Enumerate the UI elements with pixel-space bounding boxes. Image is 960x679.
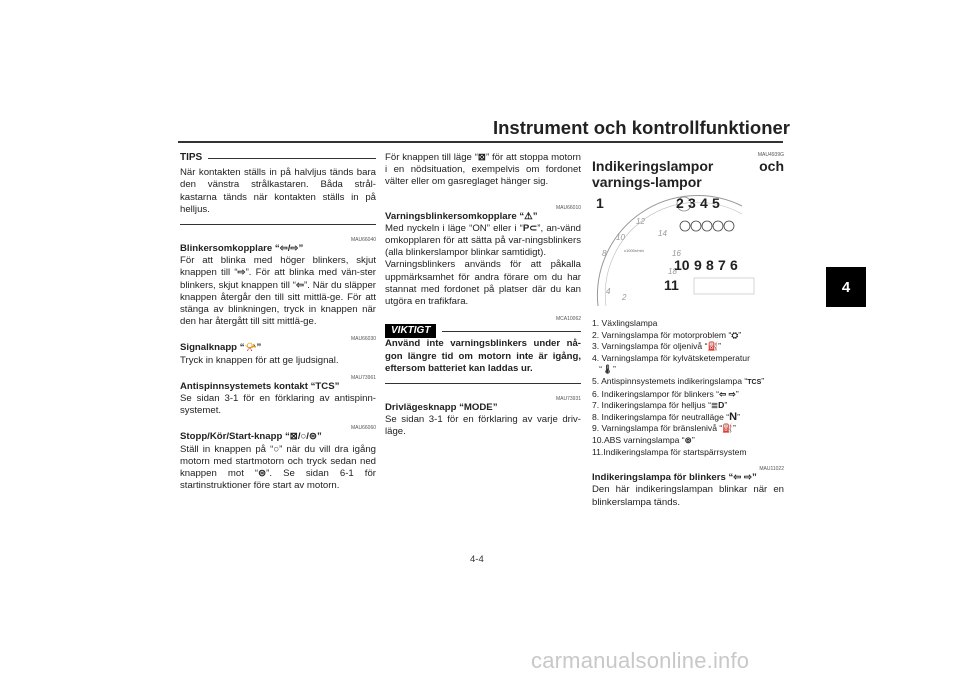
blinker-indicator-text: Den här indikeringslampan blinkar när en blinkerslampa tänds. — [592, 484, 784, 508]
tips-text: När kontakten ställs in på halvljus tänds bara den vänstra strålkastaren. Båda strål-kastarna tänds när kontakten ställs in på helljus. — [180, 167, 376, 215]
ref-code: MAU73931 — [555, 396, 581, 403]
legend-item: 3. Varningslampa för oljenivå “⛽” — [592, 341, 722, 352]
viktigt-text: Använd inte varningsblinkers under nå-gon längre tid om motorn inte är igång, eftersom batteriet kan laddas ur. — [385, 338, 581, 374]
ref-code: MAU4939G — [757, 152, 784, 158]
legend-item: 8. Indikeringslampa för neutralläge “N” — [592, 410, 740, 423]
engine-stop-icon: ⊠ — [477, 152, 486, 163]
arrow-left-right-icon: ⇦/⇨ — [279, 243, 299, 255]
figure-number: 1 — [596, 195, 604, 211]
figure-number: 4 — [700, 195, 708, 211]
column-3 — [592, 152, 784, 509]
legend-item: 6. Indikeringslampor för blinkers “⇦ ⇨” — [592, 388, 739, 399]
viktigt-end-rule — [385, 383, 581, 384]
gauge-tick: 18 — [668, 267, 677, 276]
header-rule — [178, 141, 783, 143]
gauge-tick: 4 — [606, 287, 611, 296]
figure-number: 8 — [706, 257, 714, 273]
legend-item: 10.ABS varningslampa “⊚” — [592, 434, 695, 445]
legend-item: 9. Varningslampa för bränslenivå “⛽” — [592, 423, 736, 434]
blinker-indicator-title: Indikeringslampa för blinkers “⇦ ⇨” — [592, 472, 757, 484]
gauge-tick: 14 — [658, 229, 667, 238]
ref-code: MAU66060 — [350, 425, 376, 432]
legend-item: 4. Varningslampa för kylvätsketemperatur “🌡” — [592, 352, 750, 375]
abs-icon: ⊚ — [684, 434, 692, 445]
horn-icon: 📯 — [244, 342, 257, 354]
page-header-title: Instrument och kontrollfunktioner — [492, 117, 790, 138]
arrow-left-right-icon: ⇦ ⇨ — [719, 388, 736, 399]
chapter-tab[interactable]: 4 — [826, 267, 866, 307]
blinker-switch-text: För att blinka med höger blinkers, skjut knappen till “⇨”. För att blinka med vän-ster blinkers, skjut knappen till “⇦”. När du släpper knappen återgår den till sitt mittlä-ge. För att stänga av blinkningen, tryck in knappen när den har återgått till sitt mittlä-ge. — [180, 255, 376, 328]
figure-legend — [592, 318, 784, 458]
gauge-tick: 12 — [636, 217, 645, 226]
figure-number: 2 — [676, 195, 684, 211]
gauge-tick: 2 — [622, 293, 627, 302]
run-icon: ○ — [273, 443, 280, 455]
stop-run-start-text: Ställ in knappen på “○” när du vill dra igång motorn med startmotorn och tryck sedan ned knappen mot “⊜”. Se sidan 6-1 för startinstruktioner före start av motorn. — [180, 443, 376, 492]
ref-code: MAU66040 — [350, 237, 376, 244]
stop-intro-text: För knappen till läge “⊠” för att stoppa motorn i en nödsituation, exempelvis om fordonet välter eller om gasreglaget hänger sig. — [385, 152, 581, 188]
arrow-left-right-icon: ⇦ ⇨ — [733, 472, 753, 484]
column-2 — [385, 152, 581, 439]
instrument-cluster-figure — [592, 194, 784, 314]
legend-item: 1. Växlingslampa — [592, 318, 658, 328]
watermark[interactable]: carmanualsonline.info — [531, 648, 750, 673]
engine-icon: ⛭ — [731, 329, 739, 340]
stop-run-start-title: Stopp/Kör/Start-knapp “⊠/○/⊜” — [180, 431, 322, 443]
ref-code: MAU66010 — [555, 204, 581, 211]
oil-can-icon: ⛽ — [707, 341, 719, 352]
ref-code: MAU66030 — [350, 336, 376, 343]
horn-switch-text: Tryck in knappen för att ge ljudsignal. — [180, 354, 339, 366]
tcs-switch-title: Antispinnsystemets kontakt “TCS” — [180, 380, 340, 392]
parking-icon: P⊂ — [522, 222, 538, 234]
ref-code: MCA10062 — [555, 316, 581, 323]
legend-item: 5. Antispinnsystemets indikeringslampa “TCS” — [592, 376, 784, 389]
gauge-tick: 10 — [616, 233, 625, 242]
arrow-left-icon: ⇦ — [295, 279, 304, 291]
arrow-right-icon: ⇨ — [237, 267, 246, 279]
blinker-switch-title: Blinkersomkopplare “⇦/⇨” — [180, 243, 304, 255]
figure-number: 10 — [674, 257, 690, 273]
tips-end-rule — [180, 224, 376, 225]
hazard-triangle-icon: ⚠ — [524, 210, 533, 222]
horn-switch-title: Signalknapp “📯” — [180, 342, 262, 354]
tcs-symbol: TCS — [747, 378, 762, 386]
legend-item: 11.Indikeringslampa för startspärrsystem — [592, 446, 747, 457]
figure-number: 9 — [694, 257, 702, 273]
figure-number: 5 — [712, 195, 720, 211]
section-title: Indikeringslampor och varnings-lampor — [592, 158, 784, 190]
rpm-label: x1000r/min — [624, 248, 644, 253]
mode-switch-title: Drivlägesknapp “MODE” — [385, 402, 498, 414]
start-icon: ⊜ — [258, 468, 267, 480]
legend-item: 2. Varningslampa för motorproblem “⛭” — [592, 329, 742, 340]
hazard-switch-text-2: Varningsblinkers används för att påkalla uppmärksamhet för andra förare om du har stannat med fordonet på platser där du kan utgöra en trafikfara. — [385, 259, 581, 308]
engine-stop-icon: ⊠/○/⊜ — [289, 431, 317, 443]
viktigt-label: VIKTIGT — [385, 324, 436, 338]
legend-item: 7. Indikeringslampa för helljus “≣D” — [592, 400, 728, 411]
figure-number: 7 — [718, 257, 726, 273]
figure-number: 3 — [688, 195, 696, 211]
ref-code: MAU11022 — [759, 466, 784, 473]
high-beam-icon: ≣D — [710, 400, 725, 411]
hazard-switch-title: Varningsblinkersomkopplare “⚠” — [385, 210, 538, 222]
gauge-tick: 8 — [602, 249, 607, 258]
figure-number: 11 — [664, 277, 679, 293]
tips-label: TIPS — [180, 152, 203, 163]
figure-number: 6 — [730, 257, 738, 273]
column-1 — [180, 152, 376, 492]
tips-heading — [180, 152, 376, 164]
page-number: 4-4 — [470, 554, 484, 565]
thermometer-icon: 🌡 — [602, 364, 613, 375]
tcs-switch-text: Se sidan 3-1 för en förklaring av antispinn-systemet. — [180, 393, 376, 417]
viktigt-heading — [385, 324, 581, 338]
mode-switch-text: Se sidan 3-1 för en förklaring av varje driv-läge. — [385, 414, 581, 438]
fuel-pump-icon: ⛽ — [722, 423, 733, 434]
hazard-switch-text: Med nyckeln i läge “ON” eller i “P⊂”, an-vänd omkopplaren för att sätta på var-ningsblinkers (alla blinkerslampor blinkar samtidigt). — [385, 222, 581, 259]
gauge-tick: 16 — [672, 249, 681, 258]
neutral-symbol: N — [729, 410, 738, 423]
ref-code: MAU73961 — [350, 374, 376, 381]
